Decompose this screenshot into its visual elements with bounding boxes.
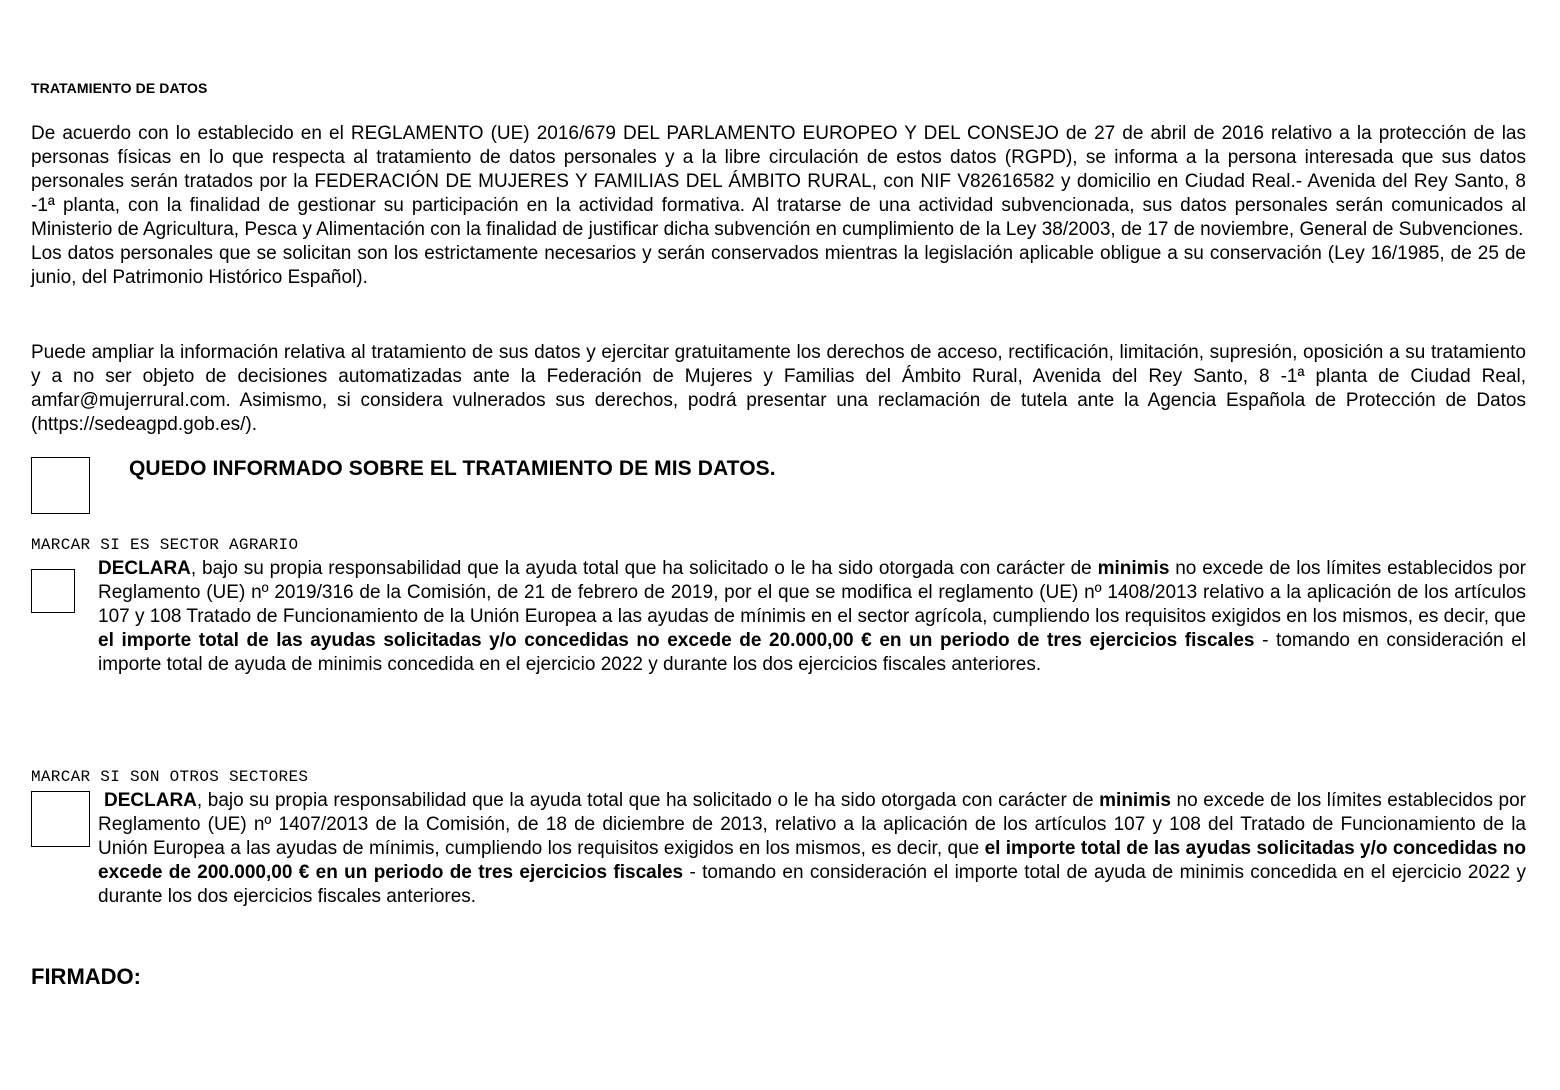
aid-limit-statement: el importe total de las ayudas solicitadas y/o concedidas no excede de 20.000,00 € en un periodo de tres ejercicios fiscales (98, 630, 1255, 651)
declara-keyword: DECLARA (98, 558, 191, 579)
minimis-keyword: minimis (1097, 558, 1170, 579)
declaration-text: , bajo su propia responsabilidad que la ayuda total que ha solicitado o le ha sido otorgada con carácter de (196, 790, 1100, 811)
declaration-text: no excede de los límites establecidos por Reglamento (UE) nº 1407/2013 de la Comisión, de 18 de diciembre de 2013, relativo a la aplicación de los artículos 107 y 108 del Tratado de Funcionamiento de la Unión Europea a las ayudas de mínimis, cumpliendo los requisitos exigidos en los mismos, es decir, que (98, 790, 1526, 859)
informed-checkbox[interactable] (31, 457, 90, 514)
minimis-keyword: minimis (1099, 790, 1171, 811)
sector-agrario-marker: MARCAR SI ES SECTOR AGRARIO (31, 536, 299, 554)
signature-label: FIRMADO: (31, 964, 141, 989)
sector-agrario-checkbox[interactable] (31, 569, 75, 613)
otros-sectores-declaration (98, 789, 1526, 909)
otros-sectores-checkbox[interactable] (31, 791, 90, 847)
declaration-text: - tomando en consideración el importe total de ayuda de minimis concedida en el ejercicio 2022 y durante los dos ejercicios fiscales anteriores. (98, 862, 1526, 907)
section-heading: TRATAMIENTO DE DATOS (31, 80, 208, 96)
sector-agrario-declaration (98, 557, 1526, 677)
declaration-text: no excede de los límites establecidos por Reglamento (UE) nº 2019/316 de la Comisión, de 21 de febrero de 2019, por el que se modifica el reglamento (UE) nº 1408/2013 relativo a la aplicación de los artículos 107 y 108 Tratado de Funcionamiento de la Unión Europea a las ayudas de mínimis en el sector agrícola, cumpliendo los requisitos exigidos en los mismos, es decir, que (98, 558, 1526, 627)
aid-limit-statement: el importe total de las ayudas solicitadas y/o concedidas no excede de 200.000,00 € en un periodo de tres ejercicios fiscales (98, 838, 1526, 883)
rights-paragraph (31, 341, 1526, 437)
informed-checkbox-label: QUEDO INFORMADO SOBRE EL TRATAMIENTO DE MIS DATOS. (129, 457, 776, 480)
data-processing-paragraph (31, 122, 1526, 290)
declara-keyword: DECLARA (104, 790, 197, 811)
rights-text: Puede ampliar la información relativa al tratamiento de sus datos y ejercitar gratuitamente los derechos de acceso, rectificación, limitación, supresión, oposición a su tratamiento y a no ser objeto de decisiones automatizadas ante la Federación de Mujeres y Familias del Ámbito Rural, Avenida del Rey Santo, 8 -1ª planta de Ciudad Real, amfar@mujerrural.com. Asimismo, si considera vulnerados sus derechos, podrá presentar una reclamación de tutela ante la Agencia Española de Protección de Datos (https://sedeagpd.gob.es/). (31, 342, 1526, 435)
declaration-text: , bajo su propia responsabilidad que la ayuda total que ha solicitado o le ha sido otorgada con carácter de (190, 558, 1098, 579)
retention-text: Los datos personales que se solicitan son los estrictamente necesarios y serán conservados mientras la legislación aplicable obligue a su conservación (Ley 16/1985, de 25 de junio, del Patrimonio Histórico Español). (31, 243, 1526, 288)
rgpd-text: De acuerdo con lo establecido en el REGLAMENTO (UE) 2016/679 DEL PARLAMENTO EUROPEO Y DEL CONSEJO de 27 de abril de 2016 relativo a la protección de las personas físicas en lo que respecta al tratamiento de datos personales y a la libre circulación de estos datos (RGPD), se informa a la persona interesada que sus datos personales serán tratados por la FEDERACIÓN DE MUJERES Y FAMILIAS DEL ÁMBITO RURAL, con NIF V82616582 y domicilio en Ciudad Real.- Avenida del Rey Santo, 8 -1ª planta, con la finalidad de gestionar su participación en la actividad formativa. Al tratarse de una actividad subvencionada, sus datos personales serán comunicados al Ministerio de Agricultura, Pesca y Alimentación con la finalidad de justificar dicha subvención en cumplimiento de la Ley 38/2003, de 17 de noviembre, General de Subvenciones. (31, 123, 1526, 240)
declaration-text: - tomando en consideración el importe total de ayuda de minimis concedida en el ejercicio 2022 y durante los dos ejercicios fiscales anteriores. (98, 630, 1526, 675)
otros-sectores-marker: MARCAR SI SON OTROS SECTORES (31, 768, 309, 786)
